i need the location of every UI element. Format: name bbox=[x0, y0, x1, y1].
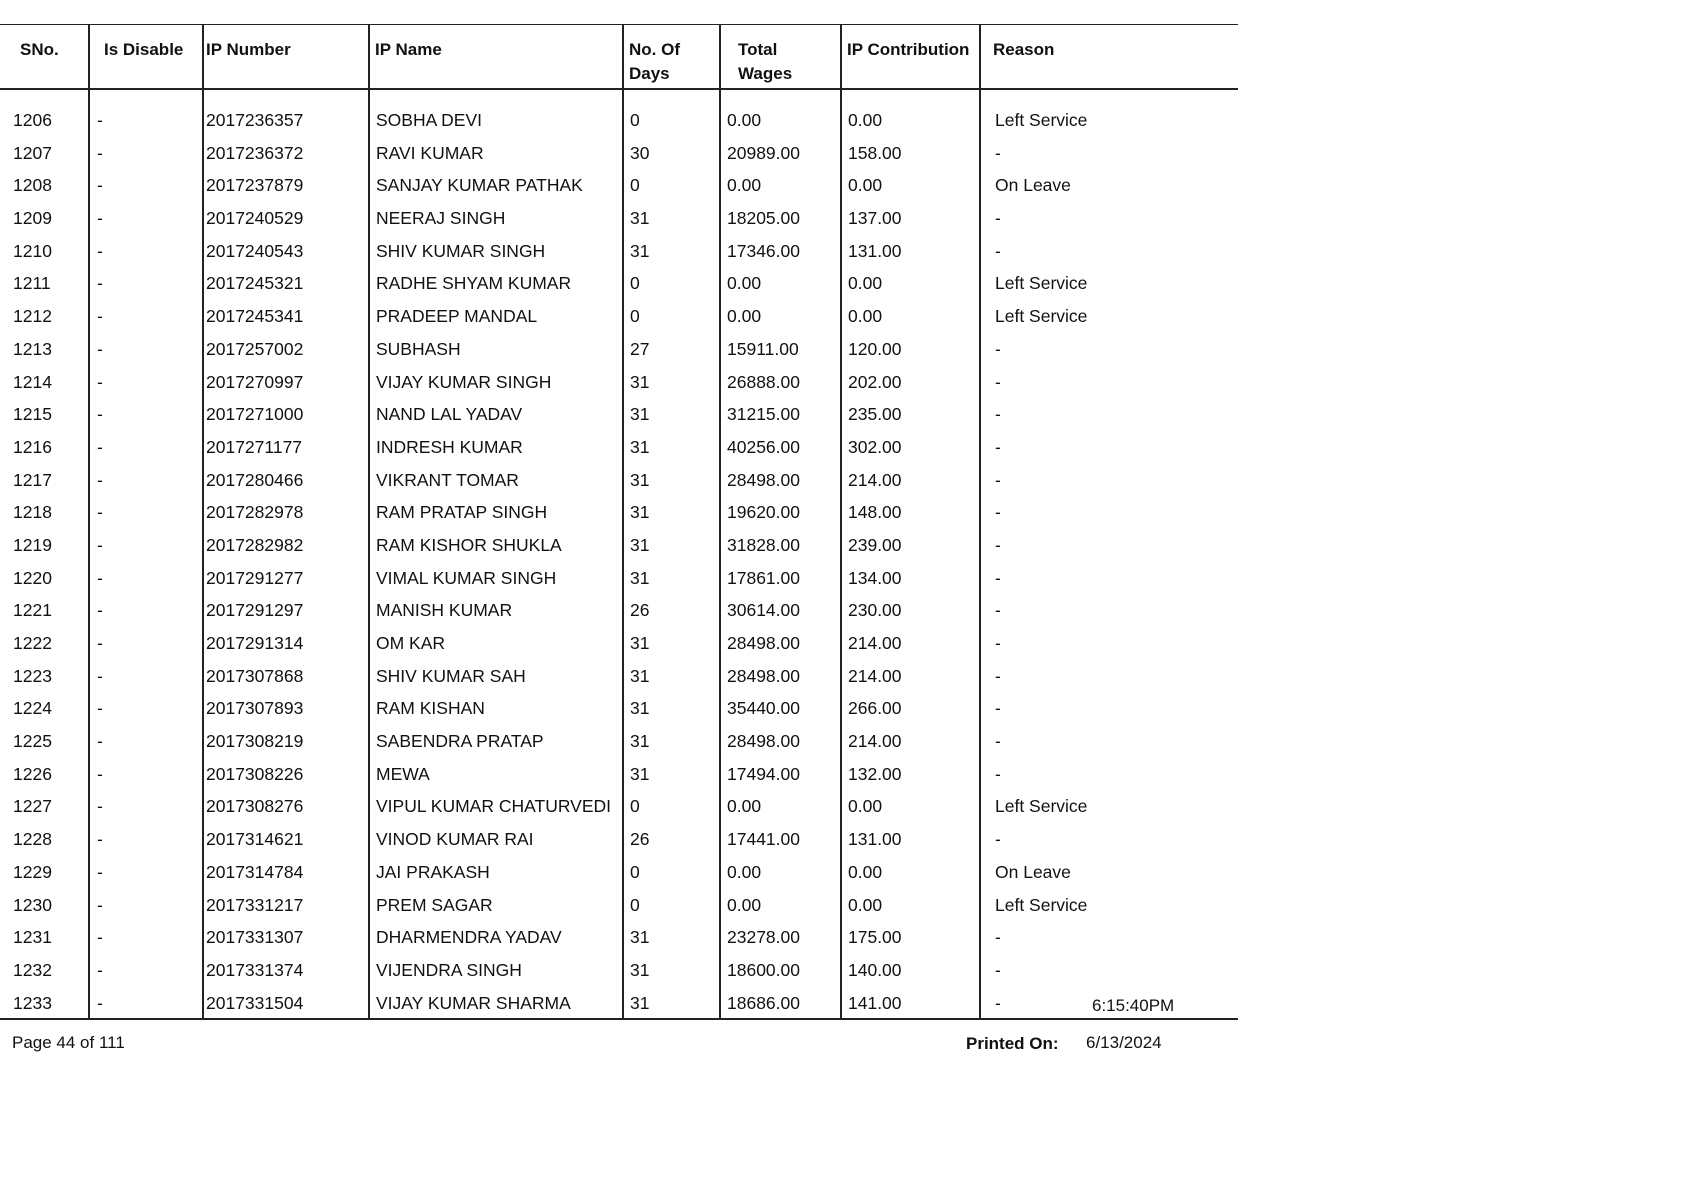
printed-on-label: Printed On: bbox=[966, 1034, 1059, 1053]
is-disable-cell: - bbox=[89, 662, 203, 695]
reason-cell: Left Service bbox=[980, 302, 1238, 335]
sno-cell: 1232 bbox=[13, 959, 52, 980]
reason-cell: Left Service bbox=[980, 269, 1238, 302]
table-row bbox=[0, 139, 1238, 172]
header-reason: Reason bbox=[980, 25, 1238, 90]
days-cell: 0 bbox=[623, 858, 720, 891]
ip-number-cell: 2017271177 bbox=[203, 433, 369, 466]
wages-cell: 17346.00 bbox=[720, 237, 841, 270]
ip-name-cell: RAM KISHOR SHUKLA bbox=[369, 531, 623, 564]
contribution-cell: 214.00 bbox=[841, 629, 980, 662]
is-disable-cell: - bbox=[89, 825, 203, 858]
days-cell: 30 bbox=[623, 139, 720, 172]
sno-cell: 1227 bbox=[13, 796, 52, 817]
days-cell: 31 bbox=[623, 237, 720, 270]
reason-cell: - bbox=[980, 433, 1238, 466]
printed-time: 6:15:40PM bbox=[1092, 996, 1175, 1015]
wages-cell: 17494.00 bbox=[720, 760, 841, 793]
ip-number-cell: 2017314784 bbox=[203, 858, 369, 891]
wages-cell: 0.00 bbox=[720, 269, 841, 302]
header-ip-contribution: IP Contribution bbox=[841, 25, 980, 90]
table-row bbox=[0, 694, 1238, 727]
is-disable-cell: - bbox=[89, 171, 203, 204]
is-disable-cell: - bbox=[89, 891, 203, 924]
reason-cell: On Leave bbox=[980, 858, 1238, 891]
days-cell: 27 bbox=[623, 335, 720, 368]
table-row bbox=[0, 531, 1238, 564]
ip-number-cell: 2017280466 bbox=[203, 466, 369, 499]
ip-number-cell: 2017308226 bbox=[203, 760, 369, 793]
contribution-cell: 214.00 bbox=[841, 662, 980, 695]
reason-cell: - bbox=[980, 204, 1238, 237]
days-cell: 26 bbox=[623, 596, 720, 629]
table-row bbox=[0, 760, 1238, 793]
wages-cell: 28498.00 bbox=[720, 466, 841, 499]
days-cell: 31 bbox=[623, 956, 720, 989]
page-indicator: Page 44 of 111 bbox=[12, 1033, 125, 1052]
days-cell: 31 bbox=[623, 727, 720, 760]
table-row bbox=[0, 204, 1238, 237]
is-disable-cell: - bbox=[89, 629, 203, 662]
table-row bbox=[0, 596, 1238, 629]
table-row bbox=[0, 400, 1238, 433]
contribution-cell: 132.00 bbox=[841, 760, 980, 793]
ip-number-cell: 2017331217 bbox=[203, 891, 369, 924]
ip-name-cell: SUBHASH bbox=[369, 335, 623, 368]
is-disable-cell: - bbox=[89, 531, 203, 564]
table-row bbox=[0, 792, 1238, 825]
sno-cell: 1216 bbox=[13, 436, 52, 457]
ip-name-cell: VIKRANT TOMAR bbox=[369, 466, 623, 499]
sno-cell: 1223 bbox=[13, 665, 52, 686]
ip-name-cell: SOBHA DEVI bbox=[369, 89, 623, 139]
ip-name-cell: PRADEEP MANDAL bbox=[369, 302, 623, 335]
is-disable-cell: - bbox=[89, 760, 203, 793]
reason-cell: Left Service bbox=[980, 89, 1238, 139]
table-row bbox=[0, 858, 1238, 891]
ip-name-cell: VIJAY KUMAR SINGH bbox=[369, 368, 623, 401]
table-row bbox=[0, 727, 1238, 760]
sno-cell: 1220 bbox=[13, 567, 52, 588]
ip-name-cell: MEWA bbox=[369, 760, 623, 793]
is-disable-cell: - bbox=[89, 204, 203, 237]
is-disable-cell: - bbox=[89, 335, 203, 368]
contribution-cell: 131.00 bbox=[841, 825, 980, 858]
sno-cell: 1225 bbox=[13, 731, 52, 752]
is-disable-cell: - bbox=[89, 923, 203, 956]
wages-cell: 0.00 bbox=[720, 302, 841, 335]
table-row bbox=[0, 956, 1238, 989]
reason-cell: - bbox=[980, 531, 1238, 564]
table-row bbox=[0, 466, 1238, 499]
ip-number-cell: 2017237879 bbox=[203, 171, 369, 204]
table-row bbox=[0, 433, 1238, 466]
contribution-cell: 0.00 bbox=[841, 891, 980, 924]
table-row bbox=[0, 629, 1238, 662]
wages-cell: 20989.00 bbox=[720, 139, 841, 172]
is-disable-cell: - bbox=[89, 792, 203, 825]
ip-number-cell: 2017240543 bbox=[203, 237, 369, 270]
is-disable-cell: - bbox=[89, 956, 203, 989]
table-row bbox=[0, 923, 1238, 956]
wages-cell: 15911.00 bbox=[720, 335, 841, 368]
contribution-cell: 239.00 bbox=[841, 531, 980, 564]
contribution-cell: 140.00 bbox=[841, 956, 980, 989]
reason-cell: Left Service bbox=[980, 792, 1238, 825]
sno-cell: 1219 bbox=[13, 534, 52, 555]
contribution-cell: 214.00 bbox=[841, 727, 980, 760]
days-cell: 31 bbox=[623, 662, 720, 695]
table-body bbox=[0, 89, 1238, 1019]
is-disable-cell: - bbox=[89, 400, 203, 433]
ip-number-cell: 2017282978 bbox=[203, 498, 369, 531]
reason-cell: - bbox=[980, 498, 1238, 531]
sno-cell: 1222 bbox=[13, 633, 52, 653]
wages-cell: 31828.00 bbox=[720, 531, 841, 564]
ip-name-cell: SHIV KUMAR SINGH bbox=[369, 237, 623, 270]
table-row bbox=[0, 302, 1238, 335]
is-disable-cell: - bbox=[89, 498, 203, 531]
contribution-cell: 0.00 bbox=[841, 792, 980, 825]
sno-cell: 1224 bbox=[13, 698, 52, 719]
ip-number-cell: 2017282982 bbox=[203, 531, 369, 564]
ip-name-cell: VIPUL KUMAR CHATURVEDI bbox=[369, 792, 623, 825]
ip-name-cell: RAM PRATAP SINGH bbox=[369, 498, 623, 531]
table-row bbox=[0, 891, 1238, 924]
contribution-cell: 235.00 bbox=[841, 400, 980, 433]
printed-on-date: 6/13/2024 bbox=[1086, 1033, 1162, 1052]
contribution-cell: 137.00 bbox=[841, 204, 980, 237]
reason-cell: - bbox=[980, 825, 1238, 858]
wages-cell: 17861.00 bbox=[720, 564, 841, 597]
header-no-of-days: No. Of Days bbox=[623, 25, 720, 90]
days-cell: 31 bbox=[623, 564, 720, 597]
days-cell: 0 bbox=[623, 891, 720, 924]
is-disable-cell: - bbox=[89, 237, 203, 270]
ip-number-cell: 2017236372 bbox=[203, 139, 369, 172]
reason-cell: - bbox=[980, 760, 1238, 793]
contribution-cell: 120.00 bbox=[841, 335, 980, 368]
ip-name-cell: JAI PRAKASH bbox=[369, 858, 623, 891]
sno-cell: 1215 bbox=[13, 404, 52, 425]
ip-number-cell: 2017314621 bbox=[203, 825, 369, 858]
contribution-cell: 141.00 bbox=[841, 989, 980, 1019]
table-row bbox=[0, 368, 1238, 401]
reason-cell: - bbox=[980, 956, 1238, 989]
days-cell: 31 bbox=[623, 694, 720, 727]
contribution-cell: 131.00 bbox=[841, 237, 980, 270]
ip-number-cell: 2017245341 bbox=[203, 302, 369, 335]
wages-cell: 19620.00 bbox=[720, 498, 841, 531]
ip-name-cell: SABENDRA PRATAP bbox=[369, 727, 623, 760]
is-disable-cell: - bbox=[89, 727, 203, 760]
ip-number-cell: 2017236357 bbox=[203, 89, 369, 139]
reason-cell: - bbox=[980, 629, 1238, 662]
ip-name-cell: MANISH KUMAR bbox=[369, 596, 623, 629]
wages-cell: 17441.00 bbox=[720, 825, 841, 858]
reason-cell: - bbox=[980, 466, 1238, 499]
days-cell: 31 bbox=[623, 629, 720, 662]
ip-number-cell: 2017291314 bbox=[203, 629, 369, 662]
header-total-wages: Total Wages bbox=[720, 25, 841, 90]
ip-number-cell: 2017307868 bbox=[203, 662, 369, 695]
days-cell: 31 bbox=[623, 204, 720, 237]
reason-cell: - bbox=[980, 335, 1238, 368]
ip-number-cell: 2017308276 bbox=[203, 792, 369, 825]
reason-cell: On Leave bbox=[980, 171, 1238, 204]
wages-cell: 0.00 bbox=[720, 891, 841, 924]
contribution-cell: 0.00 bbox=[841, 89, 980, 139]
wages-cell: 0.00 bbox=[720, 171, 841, 204]
table-row bbox=[0, 171, 1238, 204]
sno-cell: 1213 bbox=[13, 338, 52, 359]
ip-name-cell: RADHE SHYAM KUMAR bbox=[369, 269, 623, 302]
header-is-disable: Is Disable bbox=[89, 25, 203, 90]
days-cell: 0 bbox=[623, 792, 720, 825]
reason-cell: - bbox=[980, 237, 1238, 270]
contribution-cell: 302.00 bbox=[841, 433, 980, 466]
ip-number-cell: 2017307893 bbox=[203, 694, 369, 727]
is-disable-cell: - bbox=[89, 368, 203, 401]
ip-name-cell: SHIV KUMAR SAH bbox=[369, 662, 623, 695]
sno-cell: 1228 bbox=[13, 829, 52, 850]
is-disable-cell: - bbox=[89, 302, 203, 335]
wages-cell: 0.00 bbox=[720, 792, 841, 825]
is-disable-cell: - bbox=[89, 139, 203, 172]
wages-cell: 23278.00 bbox=[720, 923, 841, 956]
is-disable-cell: - bbox=[89, 89, 203, 139]
ip-name-cell: RAVI KUMAR bbox=[369, 139, 623, 172]
sno-cell: 1208 bbox=[13, 175, 52, 196]
sno-cell: 1209 bbox=[13, 208, 52, 229]
sno-cell: 1230 bbox=[13, 894, 52, 915]
reason-cell: - bbox=[980, 727, 1238, 760]
wages-cell: 18686.00 bbox=[720, 989, 841, 1019]
sno-cell: 1214 bbox=[13, 371, 52, 392]
table-row bbox=[0, 662, 1238, 695]
wages-cell: 0.00 bbox=[720, 858, 841, 891]
reason-cell: - bbox=[980, 694, 1238, 727]
ip-number-cell: 2017270997 bbox=[203, 368, 369, 401]
days-cell: 0 bbox=[623, 302, 720, 335]
is-disable-cell: - bbox=[89, 858, 203, 891]
ip-name-cell: PREM SAGAR bbox=[369, 891, 623, 924]
ip-number-cell: 2017257002 bbox=[203, 335, 369, 368]
ip-number-cell: 2017291277 bbox=[203, 564, 369, 597]
sno-cell: 1229 bbox=[13, 861, 52, 882]
contribution-cell: 134.00 bbox=[841, 564, 980, 597]
days-cell: 0 bbox=[623, 89, 720, 139]
is-disable-cell: - bbox=[89, 596, 203, 629]
ip-number-cell: 2017331374 bbox=[203, 956, 369, 989]
wages-cell: 31215.00 bbox=[720, 400, 841, 433]
table-header bbox=[0, 25, 1238, 90]
days-cell: 31 bbox=[623, 466, 720, 499]
ip-name-cell: VIMAL KUMAR SINGH bbox=[369, 564, 623, 597]
contribution-cell: 158.00 bbox=[841, 139, 980, 172]
ip-number-cell: 2017271000 bbox=[203, 400, 369, 433]
days-cell: 31 bbox=[623, 923, 720, 956]
is-disable-cell: - bbox=[89, 989, 203, 1019]
days-cell: 26 bbox=[623, 825, 720, 858]
days-cell: 31 bbox=[623, 989, 720, 1019]
reason-cell: - bbox=[980, 368, 1238, 401]
reason-cell: - bbox=[980, 139, 1238, 172]
sno-cell: 1212 bbox=[13, 306, 52, 327]
contribution-cell: 0.00 bbox=[841, 858, 980, 891]
table-row bbox=[0, 237, 1238, 270]
wages-cell: 28498.00 bbox=[720, 629, 841, 662]
reason-cell: - bbox=[980, 923, 1238, 956]
sno-cell: 1218 bbox=[13, 502, 52, 523]
days-cell: 31 bbox=[623, 433, 720, 466]
reason-cell: - bbox=[980, 400, 1238, 433]
header-ip-number: IP Number bbox=[203, 25, 369, 90]
ip-name-cell: NAND LAL YADAV bbox=[369, 400, 623, 433]
days-cell: 31 bbox=[623, 400, 720, 433]
days-cell: 0 bbox=[623, 269, 720, 302]
contribution-cell: 0.00 bbox=[841, 269, 980, 302]
contribution-cell: 266.00 bbox=[841, 694, 980, 727]
header-ip-name: IP Name bbox=[369, 25, 623, 90]
days-cell: 31 bbox=[623, 498, 720, 531]
ip-number-cell: 2017291297 bbox=[203, 596, 369, 629]
contribution-cell: 230.00 bbox=[841, 596, 980, 629]
header-sno: SNo. bbox=[0, 25, 89, 90]
ip-name-cell: RAM KISHAN bbox=[369, 694, 623, 727]
wages-cell: 26888.00 bbox=[720, 368, 841, 401]
ip-name-cell: VIJENDRA SINGH bbox=[369, 956, 623, 989]
sno-cell: 1233 bbox=[0, 989, 89, 1019]
contribution-cell: 148.00 bbox=[841, 498, 980, 531]
table-row bbox=[0, 269, 1238, 302]
ip-name-cell: VINOD KUMAR RAI bbox=[369, 825, 623, 858]
wages-cell: 0.00 bbox=[720, 89, 841, 139]
sno-cell: 1206 bbox=[13, 110, 52, 130]
ip-number-cell: 2017308219 bbox=[203, 727, 369, 760]
days-cell: 31 bbox=[623, 531, 720, 564]
reason-cell: - bbox=[980, 662, 1238, 695]
sno-cell: 1217 bbox=[13, 469, 52, 490]
ip-name-cell: OM KAR bbox=[369, 629, 623, 662]
contribution-cell: 0.00 bbox=[841, 171, 980, 204]
is-disable-cell: - bbox=[89, 433, 203, 466]
is-disable-cell: - bbox=[89, 694, 203, 727]
ip-number-cell: 2017245321 bbox=[203, 269, 369, 302]
ip-name-cell: DHARMENDRA YADAV bbox=[369, 923, 623, 956]
is-disable-cell: - bbox=[89, 269, 203, 302]
sno-cell: 1211 bbox=[13, 273, 51, 294]
table-row bbox=[0, 89, 1238, 139]
sno-cell: 1210 bbox=[13, 240, 52, 261]
wages-cell: 18600.00 bbox=[720, 956, 841, 989]
reason-cell: - bbox=[980, 596, 1238, 629]
days-cell: 31 bbox=[623, 760, 720, 793]
reason-cell: - bbox=[980, 989, 1238, 1019]
table-row bbox=[0, 498, 1238, 531]
wages-cell: 28498.00 bbox=[720, 662, 841, 695]
ip-name-cell: NEERAJ SINGH bbox=[369, 204, 623, 237]
days-cell: 0 bbox=[623, 171, 720, 204]
ip-name-cell: SANJAY KUMAR PATHAK bbox=[369, 171, 623, 204]
sno-cell: 1221 bbox=[13, 600, 52, 621]
sno-cell: 1207 bbox=[13, 142, 52, 163]
sno-cell: 1231 bbox=[13, 927, 52, 948]
ip-name-cell: VIJAY KUMAR SHARMA bbox=[369, 989, 623, 1019]
table-row bbox=[0, 989, 1238, 1019]
wages-cell: 40256.00 bbox=[720, 433, 841, 466]
contribution-table bbox=[0, 24, 1238, 1020]
table-row bbox=[0, 825, 1238, 858]
contribution-cell: 175.00 bbox=[841, 923, 980, 956]
reason-cell: Left Service bbox=[980, 891, 1238, 924]
is-disable-cell: - bbox=[89, 466, 203, 499]
ip-number-cell: 2017331504 bbox=[203, 989, 369, 1019]
ip-name-cell: INDRESH KUMAR bbox=[369, 433, 623, 466]
contribution-cell: 0.00 bbox=[841, 302, 980, 335]
reason-cell: - bbox=[980, 564, 1238, 597]
table-row bbox=[0, 335, 1238, 368]
table-row bbox=[0, 564, 1238, 597]
sno-cell: 1226 bbox=[13, 763, 52, 784]
ip-number-cell: 2017331307 bbox=[203, 923, 369, 956]
wages-cell: 30614.00 bbox=[720, 596, 841, 629]
days-cell: 31 bbox=[623, 368, 720, 401]
wages-cell: 35440.00 bbox=[720, 694, 841, 727]
ip-number-cell: 2017240529 bbox=[203, 204, 369, 237]
contribution-cell: 202.00 bbox=[841, 368, 980, 401]
contribution-cell: 214.00 bbox=[841, 466, 980, 499]
wages-cell: 28498.00 bbox=[720, 727, 841, 760]
wages-cell: 18205.00 bbox=[720, 204, 841, 237]
is-disable-cell: - bbox=[89, 564, 203, 597]
